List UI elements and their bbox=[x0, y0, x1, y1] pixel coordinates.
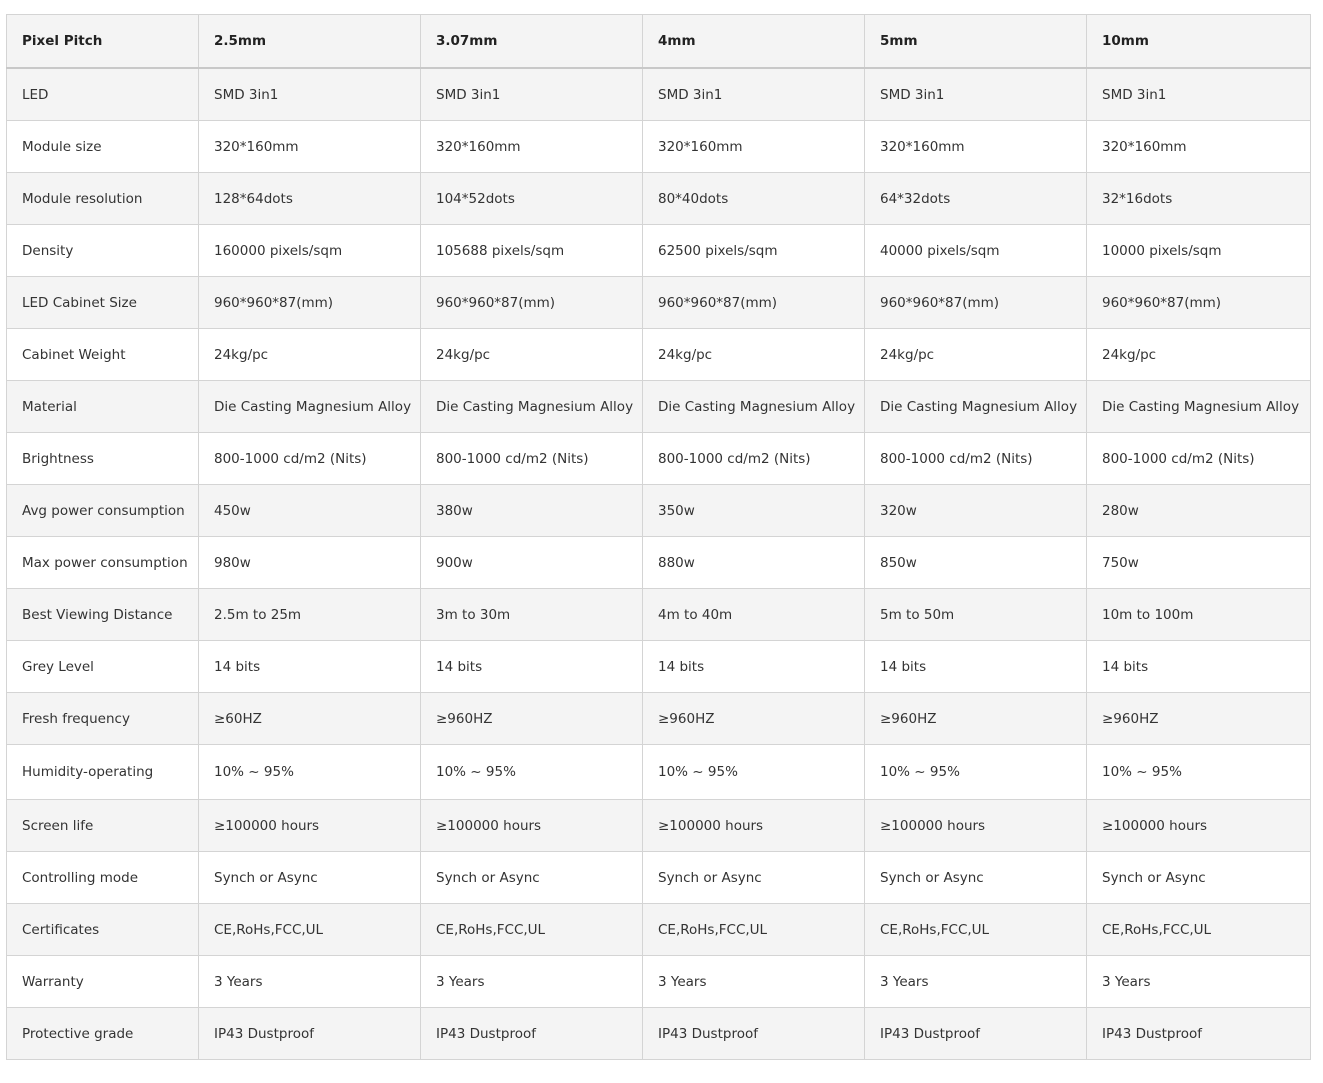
cell-3-07mm: 800-1000 cd/m2 (Nits) bbox=[421, 433, 643, 485]
cell-3-07mm: 320*160mm bbox=[421, 121, 643, 173]
cell-4mm: 24kg/pc bbox=[643, 329, 865, 381]
cell-5mm: 960*960*87(mm) bbox=[865, 277, 1087, 329]
cell-2-5mm: 320*160mm bbox=[199, 121, 421, 173]
cell-10mm: IP43 Dustproof bbox=[1087, 1008, 1311, 1060]
cell-10mm: SMD 3in1 bbox=[1087, 68, 1311, 121]
cell-5mm: 850w bbox=[865, 537, 1087, 589]
table-row bbox=[7, 68, 1311, 121]
cell-10mm: 320*160mm bbox=[1087, 121, 1311, 173]
cell-3-07mm: CE,RoHs,FCC,UL bbox=[421, 904, 643, 956]
cell-2-5mm: 160000 pixels/sqm bbox=[199, 225, 421, 277]
cell-10mm: 10m to 100m bbox=[1087, 589, 1311, 641]
cell-10mm: 960*960*87(mm) bbox=[1087, 277, 1311, 329]
cell-2-5mm: CE,RoHs,FCC,UL bbox=[199, 904, 421, 956]
cell-10mm: 14 bits bbox=[1087, 641, 1311, 693]
cell-4mm: ≥100000 hours bbox=[643, 800, 865, 852]
cell-4mm: SMD 3in1 bbox=[643, 68, 865, 121]
cell-2-5mm: 2.5m to 25m bbox=[199, 589, 421, 641]
cell-5mm: 800-1000 cd/m2 (Nits) bbox=[865, 433, 1087, 485]
cell-2-5mm: 3 Years bbox=[199, 956, 421, 1008]
cell-4mm: 320*160mm bbox=[643, 121, 865, 173]
table-row bbox=[7, 485, 1311, 537]
cell-5mm: 24kg/pc bbox=[865, 329, 1087, 381]
table-row bbox=[7, 225, 1311, 277]
table-row bbox=[7, 433, 1311, 485]
row-label: Screen life bbox=[7, 800, 199, 852]
row-label: Brightness bbox=[7, 433, 199, 485]
cell-5mm: SMD 3in1 bbox=[865, 68, 1087, 121]
row-label: Material bbox=[7, 381, 199, 433]
header-cell-5mm: 5mm bbox=[865, 15, 1087, 69]
table-row bbox=[7, 121, 1311, 173]
cell-3-07mm: IP43 Dustproof bbox=[421, 1008, 643, 1060]
cell-3-07mm: 24kg/pc bbox=[421, 329, 643, 381]
table-row bbox=[7, 852, 1311, 904]
cell-3-07mm: 14 bits bbox=[421, 641, 643, 693]
cell-3-07mm: 3 Years bbox=[421, 956, 643, 1008]
cell-5mm: 320*160mm bbox=[865, 121, 1087, 173]
row-label: Module resolution bbox=[7, 173, 199, 225]
cell-2-5mm: 980w bbox=[199, 537, 421, 589]
table-row bbox=[7, 381, 1311, 433]
cell-10mm: 10000 pixels/sqm bbox=[1087, 225, 1311, 277]
cell-2-5mm: ≥60HZ bbox=[199, 693, 421, 745]
cell-2-5mm: SMD 3in1 bbox=[199, 68, 421, 121]
cell-3-07mm: ≥100000 hours bbox=[421, 800, 643, 852]
table-row bbox=[7, 693, 1311, 745]
cell-4mm: 14 bits bbox=[643, 641, 865, 693]
cell-3-07mm: 105688 pixels/sqm bbox=[421, 225, 643, 277]
row-label: Max power consumption bbox=[7, 537, 199, 589]
cell-4mm: 80*40dots bbox=[643, 173, 865, 225]
row-label: Controlling mode bbox=[7, 852, 199, 904]
cell-3-07mm: ≥960HZ bbox=[421, 693, 643, 745]
cell-4mm: Synch or Async bbox=[643, 852, 865, 904]
spec-table-header bbox=[7, 15, 1311, 69]
cell-5mm: Die Casting Magnesium Alloy bbox=[865, 381, 1087, 433]
cell-4mm: CE,RoHs,FCC,UL bbox=[643, 904, 865, 956]
cell-10mm: ≥960HZ bbox=[1087, 693, 1311, 745]
cell-2-5mm: Synch or Async bbox=[199, 852, 421, 904]
cell-5mm: 14 bits bbox=[865, 641, 1087, 693]
cell-3-07mm: 900w bbox=[421, 537, 643, 589]
cell-4mm: 62500 pixels/sqm bbox=[643, 225, 865, 277]
cell-10mm: Die Casting Magnesium Alloy bbox=[1087, 381, 1311, 433]
row-label: Avg power consumption bbox=[7, 485, 199, 537]
header-row bbox=[7, 15, 1311, 69]
cell-4mm: 960*960*87(mm) bbox=[643, 277, 865, 329]
cell-10mm: ≥100000 hours bbox=[1087, 800, 1311, 852]
cell-5mm: ≥960HZ bbox=[865, 693, 1087, 745]
cell-10mm: 10% ~ 95% bbox=[1087, 745, 1311, 800]
table-row bbox=[7, 589, 1311, 641]
cell-5mm: 64*32dots bbox=[865, 173, 1087, 225]
cell-5mm: 3 Years bbox=[865, 956, 1087, 1008]
row-label: Grey Level bbox=[7, 641, 199, 693]
cell-4mm: 350w bbox=[643, 485, 865, 537]
cell-2-5mm: 24kg/pc bbox=[199, 329, 421, 381]
cell-10mm: 750w bbox=[1087, 537, 1311, 589]
row-label: Protective grade bbox=[7, 1008, 199, 1060]
row-label: Humidity-operating bbox=[7, 745, 199, 800]
row-label: Certificates bbox=[7, 904, 199, 956]
cell-5mm: 5m to 50m bbox=[865, 589, 1087, 641]
row-label: Fresh frequency bbox=[7, 693, 199, 745]
table-row bbox=[7, 277, 1311, 329]
cell-4mm: 10% ~ 95% bbox=[643, 745, 865, 800]
cell-5mm: Synch or Async bbox=[865, 852, 1087, 904]
cell-4mm: 800-1000 cd/m2 (Nits) bbox=[643, 433, 865, 485]
table-row bbox=[7, 641, 1311, 693]
cell-2-5mm: ≥100000 hours bbox=[199, 800, 421, 852]
cell-10mm: 280w bbox=[1087, 485, 1311, 537]
table-row bbox=[7, 173, 1311, 225]
spec-table bbox=[6, 14, 1311, 1060]
cell-2-5mm: 960*960*87(mm) bbox=[199, 277, 421, 329]
table-row bbox=[7, 956, 1311, 1008]
cell-10mm: 24kg/pc bbox=[1087, 329, 1311, 381]
header-cell-2-5mm: 2.5mm bbox=[199, 15, 421, 69]
cell-3-07mm: SMD 3in1 bbox=[421, 68, 643, 121]
cell-4mm: ≥960HZ bbox=[643, 693, 865, 745]
row-label: Density bbox=[7, 225, 199, 277]
cell-4mm: 3 Years bbox=[643, 956, 865, 1008]
cell-10mm: Synch or Async bbox=[1087, 852, 1311, 904]
table-row bbox=[7, 800, 1311, 852]
header-cell-3-07mm: 3.07mm bbox=[421, 15, 643, 69]
cell-5mm: ≥100000 hours bbox=[865, 800, 1087, 852]
cell-2-5mm: 128*64dots bbox=[199, 173, 421, 225]
cell-3-07mm: Synch or Async bbox=[421, 852, 643, 904]
cell-3-07mm: 104*52dots bbox=[421, 173, 643, 225]
table-row bbox=[7, 1008, 1311, 1060]
cell-10mm: 800-1000 cd/m2 (Nits) bbox=[1087, 433, 1311, 485]
cell-3-07mm: Die Casting Magnesium Alloy bbox=[421, 381, 643, 433]
row-label: LED bbox=[7, 68, 199, 121]
cell-2-5mm: 10% ~ 95% bbox=[199, 745, 421, 800]
cell-3-07mm: 10% ~ 95% bbox=[421, 745, 643, 800]
cell-5mm: 320w bbox=[865, 485, 1087, 537]
cell-2-5mm: 450w bbox=[199, 485, 421, 537]
cell-2-5mm: 14 bits bbox=[199, 641, 421, 693]
row-label: Warranty bbox=[7, 956, 199, 1008]
cell-4mm: 880w bbox=[643, 537, 865, 589]
row-label: Module size bbox=[7, 121, 199, 173]
row-label: LED Cabinet Size bbox=[7, 277, 199, 329]
cell-10mm: 3 Years bbox=[1087, 956, 1311, 1008]
cell-2-5mm: IP43 Dustproof bbox=[199, 1008, 421, 1060]
spec-table-body bbox=[7, 68, 1311, 1060]
cell-4mm: 4m to 40m bbox=[643, 589, 865, 641]
cell-2-5mm: 800-1000 cd/m2 (Nits) bbox=[199, 433, 421, 485]
header-cell-10mm: 10mm bbox=[1087, 15, 1311, 69]
cell-4mm: IP43 Dustproof bbox=[643, 1008, 865, 1060]
cell-5mm: 40000 pixels/sqm bbox=[865, 225, 1087, 277]
table-row bbox=[7, 329, 1311, 381]
cell-3-07mm: 960*960*87(mm) bbox=[421, 277, 643, 329]
cell-5mm: CE,RoHs,FCC,UL bbox=[865, 904, 1087, 956]
cell-10mm: CE,RoHs,FCC,UL bbox=[1087, 904, 1311, 956]
cell-10mm: 32*16dots bbox=[1087, 173, 1311, 225]
cell-5mm: 10% ~ 95% bbox=[865, 745, 1087, 800]
table-row bbox=[7, 537, 1311, 589]
cell-3-07mm: 380w bbox=[421, 485, 643, 537]
header-cell-pixel-pitch: Pixel Pitch bbox=[7, 15, 199, 69]
row-label: Cabinet Weight bbox=[7, 329, 199, 381]
header-cell-4mm: 4mm bbox=[643, 15, 865, 69]
table-row bbox=[7, 904, 1311, 956]
table-row bbox=[7, 745, 1311, 800]
cell-5mm: IP43 Dustproof bbox=[865, 1008, 1087, 1060]
cell-3-07mm: 3m to 30m bbox=[421, 589, 643, 641]
cell-4mm: Die Casting Magnesium Alloy bbox=[643, 381, 865, 433]
cell-2-5mm: Die Casting Magnesium Alloy bbox=[199, 381, 421, 433]
row-label: Best Viewing Distance bbox=[7, 589, 199, 641]
